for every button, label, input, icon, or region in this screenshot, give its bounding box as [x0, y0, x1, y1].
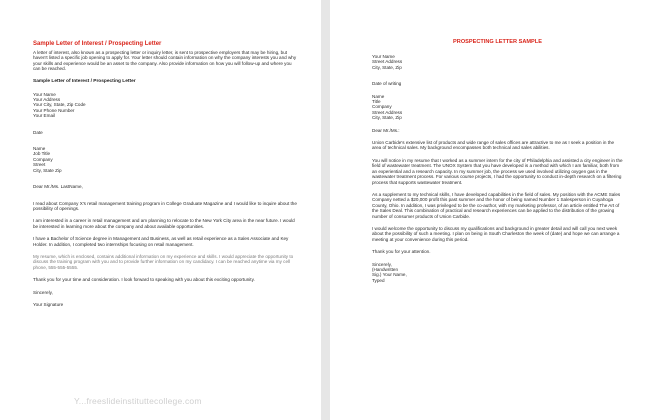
- right-sender-line: City, State, Zip: [372, 64, 402, 70]
- left-body-paragraph: Thank you for your time and consideration. I look forward to speaking with you about this exciting opportunity.: [33, 277, 255, 283]
- right-signature: (Handwritten: [372, 266, 399, 272]
- right-typed-name: Sig.) Your Name,: [372, 272, 407, 278]
- left-sender-block: [33, 92, 300, 119]
- right-salutation: Dear Mr./Ms.:: [372, 127, 400, 133]
- left-sender-line: Your Email: [33, 113, 56, 119]
- left-sender-line: Your Phone Number: [33, 107, 75, 113]
- left-recipient-line: Company: [33, 156, 53, 162]
- right-letter-page: [330, 0, 647, 420]
- right-recipient-line: Street Address: [372, 109, 403, 115]
- left-date: Date: [33, 129, 43, 135]
- right-recipient-block: [372, 94, 623, 121]
- right-sender-block: [372, 54, 623, 70]
- left-recipient-block: [33, 146, 300, 173]
- right-body-paragraph: I would welcome the opportunity to discuss my qualifications and background in greater detail and will call you next week about the possibility of such a meeting. I plan on being in South Charleston the week of (date) and hope we can arrange a meeting at your convenience during this period.: [372, 225, 620, 242]
- right-recipient-line: City, State, Zip: [372, 115, 402, 121]
- left-body-paragraph: I have a Bachelor of Science degree in Management and Business, as well as retail experience as a Sales Associate and Key Holder. In addition, I completed two internships focusing on retail management.: [33, 236, 289, 247]
- right-closing: Sincerely,: [372, 261, 392, 267]
- left-recipient-line: Job Title: [33, 151, 51, 157]
- left-recipient-line: Street: [33, 162, 46, 168]
- left-body-paragraph: My resume, which is enclosed, contains additional information on my experience and skills. I would appreciate the opportunity to discuss the training program with you and to provide further information on my candidacy. I can be reached anytime via my cell phone, 555-555-5555.: [33, 253, 294, 270]
- right-recipient-line: Title: [372, 99, 381, 105]
- left-recipient-line: City, State Zip: [33, 167, 62, 173]
- right-sender-line: Street Address: [372, 59, 403, 65]
- right-body-paragraph: As a supplement to my technical skills, I have developed capabilities in the field of sales. My position with the ACME Sales Company netted a $20,000 profit this past summer and the honor of being named Number 1 Salesperson in Cuyahoga County, Ohio. In addition, I was privileged to be the co-author, with my marketing professor, of an article entitled The Art of the Sales Deal. This combination of practical and research experiences can be applied to the distribution of the growing number of consumer products of Union Carbide.: [372, 191, 621, 219]
- left-recipient-line: Name: [33, 146, 46, 152]
- left-body-paragraph: I read about Company X's retail management training program in College Graduate Magazine and I would like to inquire about the possibility of openings.: [33, 200, 297, 211]
- right-body-paragraph: Thank you for your attention.: [372, 249, 431, 255]
- left-letter-subtitle: Sample Letter of Interest / Prospecting Letter: [33, 78, 136, 84]
- left-intro-paragraph: A letter of interest, also known as a prospecting letter or inquiry letter, is sent to prospective employers that may be hiring, but haven't listed a specific job opening to apply for. Your letter should contain information on why the company interests you and why your skills and experience would be an asset to the company. Also provide information on how you will follow-up and where you can be reached.: [33, 50, 297, 72]
- right-typed-label: Typed: [372, 277, 385, 283]
- right-sender-line: Your Name: [372, 54, 395, 59]
- watermark-text: Y...freeslideinstituttecollege.com: [74, 396, 202, 406]
- right-recipient-line: Name: [372, 93, 385, 99]
- right-recipient-line: Company: [372, 104, 392, 110]
- page-gutter: [321, 0, 330, 420]
- left-letter-title: Sample Letter of Interest / Prospecting Letter: [33, 41, 162, 47]
- right-letter-title: PROSPECTING LETTER SAMPLE: [453, 39, 542, 45]
- left-signature: Your Signature: [33, 301, 64, 307]
- left-closing: Sincerely,: [33, 289, 53, 295]
- left-sender-line: Your City, State, Zip Code: [33, 102, 86, 108]
- left-salutation: Dear Mr./Ms. LastName,: [33, 184, 83, 190]
- right-date: Date of writing: [372, 81, 402, 87]
- right-body-paragraph: You will notice in my resume that I worked as a summer intern for the city of Philadelphia and assisted a city engineer in the field of wastewater treatment. The UNOX System that you have developed is a method with which I am familiar, both from an experiential and a research capacity. In my summer job, the process we used involved utilizing oxygen gas in the wastewater treatment process. For various course projects, I had the opportunity to conduct in-depth research on a filtering process that supports wastewater treatment.: [372, 157, 623, 185]
- left-letter-page: [3, 0, 320, 420]
- left-body-paragraph: I am interested in a career in retail management and am planning to relocate to the New York City area in the near future. I would be interested in learning more about the company and about available opportunities.: [33, 218, 295, 229]
- left-sender-line: Your Name: [33, 91, 56, 97]
- right-body-paragraph: Union Carbide's extensive list of products and wide range of sales offices are attractive to me as I seek a position in the area of technical sales. My background encompasses both technical and sales abilities.: [372, 140, 615, 151]
- left-sender-line: Your Address: [33, 97, 61, 103]
